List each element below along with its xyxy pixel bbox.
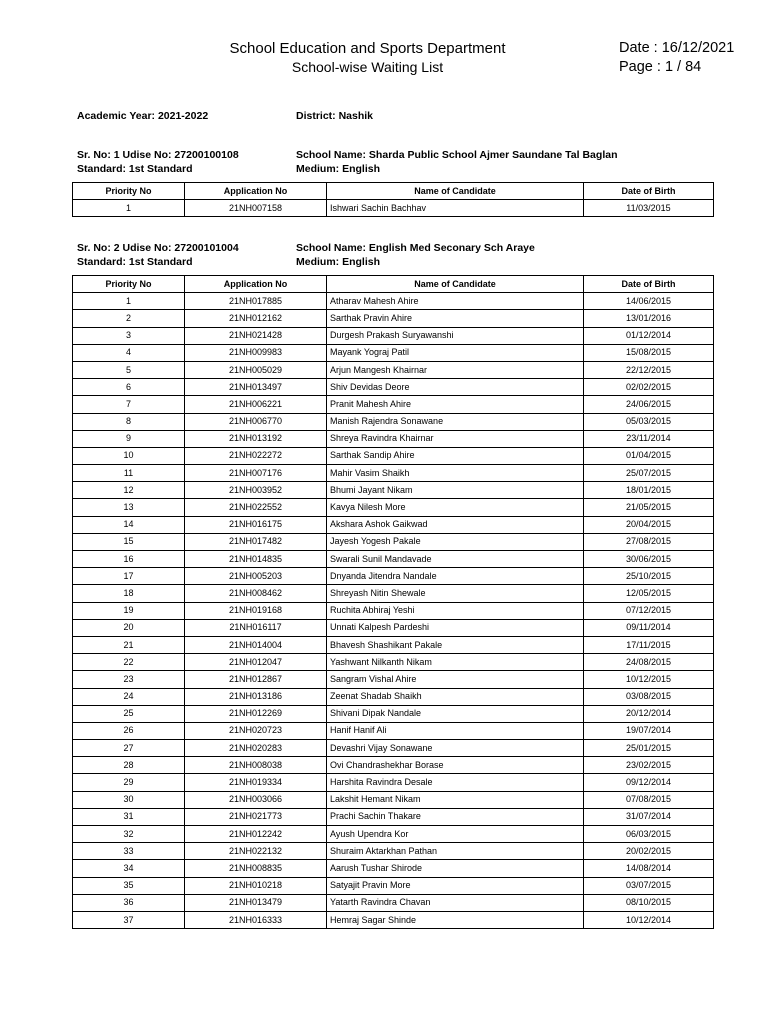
candidate-name-cell: Shivani Dipak Nandale [327, 705, 584, 722]
candidate-name-cell: Hemraj Sagar Shinde [327, 911, 584, 928]
application-no-cell: 21NH022272 [185, 447, 327, 464]
date-of-birth-cell: 25/01/2015 [584, 740, 714, 757]
candidate-name-cell: Durgesh Prakash Suryawanshi [327, 327, 584, 344]
table-row [73, 585, 714, 602]
priority-no-cell: 19 [73, 602, 185, 619]
date-of-birth-cell: 10/12/2014 [584, 911, 714, 928]
table-row [73, 310, 714, 327]
table-row [73, 636, 714, 653]
school-2-waiting-table [72, 275, 714, 929]
table-row [73, 808, 714, 825]
candidate-name-cell: Shreya Ravindra Khairnar [327, 430, 584, 447]
application-no-cell: 21NH005029 [185, 361, 327, 378]
date-of-birth-cell: 31/07/2014 [584, 808, 714, 825]
date-of-birth-cell: 20/12/2014 [584, 705, 714, 722]
candidate-name-cell: Arjun Mangesh Khairnar [327, 361, 584, 378]
date-of-birth-cell: 03/08/2015 [584, 688, 714, 705]
department-title: School Education and Sports Department [229, 40, 506, 57]
priority-no-cell: 1 [73, 293, 185, 310]
date-of-birth-cell: 07/12/2015 [584, 602, 714, 619]
application-no-cell: 21NH021773 [185, 808, 327, 825]
candidate-name-cell: Dnyanda Jitendra Nandale [327, 568, 584, 585]
table-row [73, 774, 714, 791]
date-of-birth-cell: 08/10/2015 [584, 894, 714, 911]
col-application-no: Application No [185, 183, 327, 200]
academic-year: Academic Year: 2021-2022 [77, 110, 209, 122]
table-row [73, 722, 714, 739]
application-no-cell: 21NH016175 [185, 516, 327, 533]
candidate-name-cell: Mayank Yograj Patil [327, 344, 584, 361]
candidate-name-cell: Satyajit Pravin More [327, 877, 584, 894]
priority-no-cell: 36 [73, 894, 185, 911]
table-row [73, 447, 714, 464]
application-no-cell: 21NH012162 [185, 310, 327, 327]
priority-no-cell: 1 [73, 200, 185, 217]
candidate-name-cell: Devashri Vijay Sonawane [327, 740, 584, 757]
candidate-name-cell: Shreyash Nitin Shewale [327, 585, 584, 602]
school-1-rows [73, 200, 714, 217]
application-no-cell: 21NH020283 [185, 740, 327, 757]
table-row [73, 482, 714, 499]
col-candidate-name: Name of Candidate [327, 276, 584, 293]
col-priority-no: Priority No [73, 276, 185, 293]
school-2-medium: Medium: English [296, 256, 380, 268]
candidate-name-cell: Yashwant Nilkanth Nikam [327, 654, 584, 671]
application-no-cell: 21NH003952 [185, 482, 327, 499]
table-row [73, 911, 714, 928]
date-of-birth-cell: 09/11/2014 [584, 619, 714, 636]
table-row [73, 826, 714, 843]
candidate-name-cell: Harshita Ravindra Desale [327, 774, 584, 791]
date-of-birth-cell: 21/05/2015 [584, 499, 714, 516]
table-row [73, 602, 714, 619]
candidate-name-cell: Unnati Kalpesh Pardeshi [327, 619, 584, 636]
table-header-row [73, 276, 714, 293]
table-row [73, 877, 714, 894]
table-row [73, 293, 714, 310]
report-date: Date : 16/12/2021 [619, 40, 735, 56]
priority-no-cell: 34 [73, 860, 185, 877]
date-of-birth-cell: 19/07/2014 [584, 722, 714, 739]
application-no-cell: 21NH008462 [185, 585, 327, 602]
candidate-name-cell: Ovi Chandrashekhar Borase [327, 757, 584, 774]
candidate-name-cell: Aarush Tushar Shirode [327, 860, 584, 877]
application-no-cell: 21NH012269 [185, 705, 327, 722]
priority-no-cell: 33 [73, 843, 185, 860]
table-row [73, 361, 714, 378]
application-no-cell: 21NH006770 [185, 413, 327, 430]
priority-no-cell: 17 [73, 568, 185, 585]
col-date-of-birth: Date of Birth [584, 276, 714, 293]
col-application-no: Application No [185, 276, 327, 293]
date-of-birth-cell: 23/11/2014 [584, 430, 714, 447]
priority-no-cell: 2 [73, 310, 185, 327]
table-row [73, 791, 714, 808]
table-row [73, 430, 714, 447]
date-of-birth-cell: 24/08/2015 [584, 654, 714, 671]
application-no-cell: 21NH013192 [185, 430, 327, 447]
date-of-birth-cell: 23/02/2015 [584, 757, 714, 774]
school-1-name: School Name: Sharda Public School Ajmer Saundane Tal Baglan [296, 149, 618, 161]
candidate-name-cell: Jayesh Yogesh Pakale [327, 533, 584, 550]
candidate-name-cell: Shuraim Aktarkhan Pathan [327, 843, 584, 860]
priority-no-cell: 6 [73, 379, 185, 396]
priority-no-cell: 8 [73, 413, 185, 430]
candidate-name-cell: Sarthak Pravin Ahire [327, 310, 584, 327]
priority-no-cell: 24 [73, 688, 185, 705]
priority-no-cell: 31 [73, 808, 185, 825]
date-of-birth-cell: 14/08/2014 [584, 860, 714, 877]
application-no-cell: 21NH021428 [185, 327, 327, 344]
priority-no-cell: 5 [73, 361, 185, 378]
candidate-name-cell: Shiv Devidas Deore [327, 379, 584, 396]
application-no-cell: 21NH003066 [185, 791, 327, 808]
application-no-cell: 21NH013479 [185, 894, 327, 911]
priority-no-cell: 18 [73, 585, 185, 602]
application-no-cell: 21NH016117 [185, 619, 327, 636]
priority-no-cell: 27 [73, 740, 185, 757]
application-no-cell: 21NH012867 [185, 671, 327, 688]
table-row [73, 344, 714, 361]
application-no-cell: 21NH012047 [185, 654, 327, 671]
school-1-standard: Standard: 1st Standard [77, 163, 193, 175]
priority-no-cell: 37 [73, 911, 185, 928]
date-of-birth-cell: 13/01/2016 [584, 310, 714, 327]
priority-no-cell: 15 [73, 533, 185, 550]
application-no-cell: 21NH006221 [185, 396, 327, 413]
table-row [73, 379, 714, 396]
application-no-cell: 21NH017885 [185, 293, 327, 310]
application-no-cell: 21NH014835 [185, 551, 327, 568]
date-of-birth-cell: 25/07/2015 [584, 465, 714, 482]
table-row [73, 465, 714, 482]
candidate-name-cell: Ayush Upendra Kor [327, 826, 584, 843]
date-of-birth-cell: 27/08/2015 [584, 533, 714, 550]
date-of-birth-cell: 01/12/2014 [584, 327, 714, 344]
school-2-rows [73, 293, 714, 929]
candidate-name-cell: Sangram Vishal Ahire [327, 671, 584, 688]
col-candidate-name: Name of Candidate [327, 183, 584, 200]
date-of-birth-cell: 03/07/2015 [584, 877, 714, 894]
application-no-cell: 21NH008038 [185, 757, 327, 774]
table-row [73, 551, 714, 568]
school-1-waiting-table [72, 182, 714, 217]
table-header-row [73, 183, 714, 200]
priority-no-cell: 32 [73, 826, 185, 843]
application-no-cell: 21NH008835 [185, 860, 327, 877]
school-2-name: School Name: English Med Seconary Sch Araye [296, 242, 535, 254]
application-no-cell: 21NH022132 [185, 843, 327, 860]
col-priority-no: Priority No [73, 183, 185, 200]
application-no-cell: 21NH007158 [185, 200, 327, 217]
date-of-birth-cell: 18/01/2015 [584, 482, 714, 499]
priority-no-cell: 30 [73, 791, 185, 808]
candidate-name-cell: Akshara Ashok Gaikwad [327, 516, 584, 533]
date-of-birth-cell: 02/02/2015 [584, 379, 714, 396]
table-row [73, 619, 714, 636]
candidate-name-cell: Manish Rajendra Sonawane [327, 413, 584, 430]
application-no-cell: 21NH009983 [185, 344, 327, 361]
application-no-cell: 21NH005203 [185, 568, 327, 585]
priority-no-cell: 7 [73, 396, 185, 413]
priority-no-cell: 22 [73, 654, 185, 671]
date-of-birth-cell: 17/11/2015 [584, 636, 714, 653]
table-row [73, 499, 714, 516]
table-row [73, 327, 714, 344]
date-of-birth-cell: 01/04/2015 [584, 447, 714, 464]
table-row [73, 740, 714, 757]
page-indicator: Page : 1 / 84 [619, 59, 702, 75]
table-row [73, 200, 714, 217]
application-no-cell: 21NH016333 [185, 911, 327, 928]
school-2-standard: Standard: 1st Standard [77, 256, 193, 268]
table-row [73, 413, 714, 430]
priority-no-cell: 35 [73, 877, 185, 894]
table-row [73, 860, 714, 877]
application-no-cell: 21NH010218 [185, 877, 327, 894]
priority-no-cell: 4 [73, 344, 185, 361]
application-no-cell: 21NH019168 [185, 602, 327, 619]
candidate-name-cell: Atharav Mahesh Ahire [327, 293, 584, 310]
col-date-of-birth: Date of Birth [584, 183, 714, 200]
school-1-sr-udise: Sr. No: 1 Udise No: 27200100108 [77, 149, 239, 161]
table-row [73, 568, 714, 585]
candidate-name-cell: Mahir Vasim Shaikh [327, 465, 584, 482]
date-of-birth-cell: 10/12/2015 [584, 671, 714, 688]
table-row [73, 757, 714, 774]
school-2-sr-udise: Sr. No: 2 Udise No: 27200101004 [77, 242, 239, 254]
priority-no-cell: 11 [73, 465, 185, 482]
application-no-cell: 21NH020723 [185, 722, 327, 739]
application-no-cell: 21NH022552 [185, 499, 327, 516]
table-row [73, 688, 714, 705]
application-no-cell: 21NH019334 [185, 774, 327, 791]
candidate-name-cell: Pranit Mahesh Ahire [327, 396, 584, 413]
date-of-birth-cell: 20/02/2015 [584, 843, 714, 860]
candidate-name-cell: Ruchita Abhiraj Yeshi [327, 602, 584, 619]
candidate-name-cell: Sarthak Sandip Ahire [327, 447, 584, 464]
date-of-birth-cell: 12/05/2015 [584, 585, 714, 602]
date-of-birth-cell: 25/10/2015 [584, 568, 714, 585]
priority-no-cell: 10 [73, 447, 185, 464]
table-row [73, 516, 714, 533]
date-of-birth-cell: 15/08/2015 [584, 344, 714, 361]
priority-no-cell: 28 [73, 757, 185, 774]
date-of-birth-cell: 06/03/2015 [584, 826, 714, 843]
priority-no-cell: 26 [73, 722, 185, 739]
priority-no-cell: 20 [73, 619, 185, 636]
candidate-name-cell: Zeenat Shadab Shaikh [327, 688, 584, 705]
date-of-birth-cell: 30/06/2015 [584, 551, 714, 568]
table-row [73, 671, 714, 688]
district: District: Nashik [296, 110, 374, 122]
priority-no-cell: 23 [73, 671, 185, 688]
priority-no-cell: 14 [73, 516, 185, 533]
application-no-cell: 21NH014004 [185, 636, 327, 653]
application-no-cell: 21NH013186 [185, 688, 327, 705]
application-no-cell: 21NH007176 [185, 465, 327, 482]
table-row [73, 654, 714, 671]
priority-no-cell: 13 [73, 499, 185, 516]
school-1-medium: Medium: English [296, 163, 380, 175]
priority-no-cell: 9 [73, 430, 185, 447]
table-row [73, 894, 714, 911]
priority-no-cell: 12 [73, 482, 185, 499]
candidate-name-cell: Bhumi Jayant Nikam [327, 482, 584, 499]
date-of-birth-cell: 22/12/2015 [584, 361, 714, 378]
date-of-birth-cell: 20/04/2015 [584, 516, 714, 533]
date-of-birth-cell: 11/03/2015 [584, 200, 714, 217]
table-row [73, 396, 714, 413]
table-row [73, 843, 714, 860]
date-of-birth-cell: 14/06/2015 [584, 293, 714, 310]
priority-no-cell: 21 [73, 636, 185, 653]
application-no-cell: 21NH017482 [185, 533, 327, 550]
candidate-name-cell: Hanif Hanif Ali [327, 722, 584, 739]
table-row [73, 533, 714, 550]
priority-no-cell: 16 [73, 551, 185, 568]
date-of-birth-cell: 24/06/2015 [584, 396, 714, 413]
candidate-name-cell: Bhavesh Shashikant Pakale [327, 636, 584, 653]
candidate-name-cell: Lakshit Hemant Nikam [327, 791, 584, 808]
candidate-name-cell: Kavya Nilesh More [327, 499, 584, 516]
candidate-name-cell: Ishwari Sachin Bachhav [327, 200, 584, 217]
report-subtitle: School-wise Waiting List [291, 59, 444, 75]
application-no-cell: 21NH013497 [185, 379, 327, 396]
priority-no-cell: 25 [73, 705, 185, 722]
date-of-birth-cell: 05/03/2015 [584, 413, 714, 430]
candidate-name-cell: Prachi Sachin Thakare [327, 808, 584, 825]
table-row [73, 705, 714, 722]
candidate-name-cell: Swarali Sunil Mandavade [327, 551, 584, 568]
priority-no-cell: 3 [73, 327, 185, 344]
date-of-birth-cell: 09/12/2014 [584, 774, 714, 791]
candidate-name-cell: Yatarth Ravindra Chavan [327, 894, 584, 911]
date-of-birth-cell: 07/08/2015 [584, 791, 714, 808]
priority-no-cell: 29 [73, 774, 185, 791]
application-no-cell: 21NH012242 [185, 826, 327, 843]
